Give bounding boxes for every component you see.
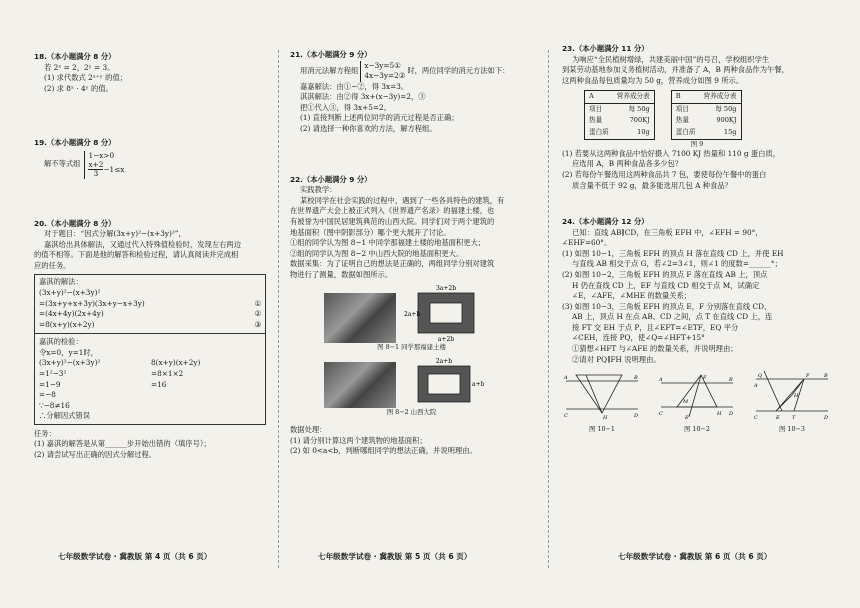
column-divider-left (278, 50, 279, 568)
solution-tag-1: ① (254, 298, 261, 308)
question-19 (34, 138, 266, 178)
question-18 (34, 52, 266, 94)
svg-text:D: D (634, 413, 639, 420)
svg-text:F: F (806, 373, 810, 380)
svg-text:F: F (703, 375, 707, 382)
question-24-text-6: H 仍在直线 CD 上，EF 与直线 CD 相交于点 M，试确定 (572, 280, 760, 290)
question-23-part-2: (2) 若每份午餐选用这两种食品共 7 包，要使每份午餐中的蛋白 (562, 169, 767, 179)
question-22-part-2: (2) 如 0<a<b，判断哪组同学的想法正确，并说明理由。 (290, 446, 477, 456)
svg-text:H: H (603, 415, 608, 422)
question-22-text-8: 数据采集：为了证明自己的想法是正确的，两组同学分别对建筑 (290, 259, 495, 269)
question-24-text-11: ∠CEH，连接 PQ，使∠Q=∠HFT+15° (572, 333, 705, 343)
page-6-column (562, 38, 832, 434)
check-conclusion-1: ∵−8≠16 (39, 400, 70, 410)
check-left-3: =1−9 (39, 379, 61, 389)
question-21-header: 21.（本小题满分 9 分） (290, 50, 372, 59)
question-24-text-7: ∠E，∠AFE，∠MHE 的数量关系； (572, 291, 692, 301)
svg-text:H: H (717, 411, 722, 418)
svg-text:E: E (685, 415, 689, 422)
question-24-text-1: 已知：直线 AB∥CD，在三角板 EFH 中，∠EFH = 90°， (572, 227, 763, 237)
tulou-top-label: 3a+2b (435, 285, 457, 293)
question-22 (290, 175, 533, 457)
question-23-text-2: 到某劳动基地参加义务植树活动，并准备了 A，B 两种食品作为午餐， (562, 65, 789, 75)
check-left-2: =1²−3² (39, 369, 67, 379)
question-22-text-2: 某校同学在社会实践的过程中，遇到了一些各具特色的建筑，有 (300, 195, 505, 205)
nutrition-table-b (671, 90, 742, 139)
footer-page-6: 七年级数学试卷 · 冀教版 第 6 页（共 6 页） (618, 552, 772, 561)
svg-text:E: E (776, 415, 780, 422)
question-18-given: 若 2ˣ = 2，2ʸ = 3。 (44, 62, 115, 72)
figure-10-3-caption: 图 10−3 (779, 424, 805, 433)
figure-10-3-diagram (752, 369, 832, 421)
figure-10-2-diagram (657, 369, 737, 421)
svg-text:D: D (824, 415, 829, 422)
check-left-4: =−8 (39, 390, 56, 400)
table-a-name: A (585, 91, 613, 104)
question-23-text-1: 为响应“全民植树增绿，共建美丽中国”的号召，学校组织学生 (572, 54, 770, 64)
question-20-text-4: 应的任务。 (34, 260, 71, 270)
courtyard-side-label: a+b (472, 380, 484, 388)
question-23-part-1: (1) 若要从这两种食品中恰好摄入 7100 KJ 热量和 110 g 蛋白质， (562, 148, 781, 158)
question-24-text-5: (2) 如图 10−2，三角板 EFH 的顶点 F 落在直线 AB 上，顶点 (562, 269, 768, 279)
svg-text:B: B (634, 375, 638, 382)
solution-line-1: (3x+y)²−(x+3y)² (39, 287, 101, 297)
question-20-text-3: 的值不相等。下面是他的解答和检验过程，请认真阅读并完成相 (34, 250, 239, 260)
check-left-1: (3x+y)²−(x+3y)² (39, 358, 101, 368)
svg-text:D: D (729, 411, 734, 418)
question-24-text-12: ①猜想∠HFT 与∠AFE 的数量关系，并说明理由； (572, 344, 738, 354)
inequality-2-numerator: x+2 (88, 160, 104, 170)
question-18-part-1: (1) 求代数式 2ˣ⁺ʸ 的值； (44, 73, 128, 83)
question-23-part-2b: 质含量不低于 92 g，最多能选用几包 A 种食品？ (572, 180, 732, 190)
task-header: 任务： (34, 428, 56, 438)
table-a-protein-value: 10g (637, 127, 650, 136)
courtyard-diagram (404, 356, 484, 408)
svg-text:Q: Q (758, 373, 763, 380)
svg-text:C: C (564, 413, 568, 420)
courtyard-top-label: 2a+b (435, 357, 453, 365)
question-22-text-5: 地基面积（图中阴影部分）哪个更大展开了讨论。 (290, 227, 451, 237)
svg-text:A: A (659, 377, 663, 384)
inequality-2-rest: −1≤x (103, 164, 125, 174)
task-2: (2) 请尝试写出正确的因式分解过程。 (34, 450, 157, 460)
table-b-item-value: 每 50g (715, 104, 737, 113)
question-24 (562, 217, 832, 434)
check-right-2: =8×1×2 (151, 369, 184, 379)
table-b-energy-label: 热量 (675, 116, 689, 125)
check-title: 嘉淇的检验： (39, 337, 83, 347)
tulou-side-label: 2a+b (404, 311, 421, 319)
table-b-item-label: 项目 (675, 104, 689, 113)
figure-10-2 (657, 369, 737, 434)
svg-text:T: T (792, 415, 796, 422)
qiqi-method-2: 把①代入③，得 3x+5=2。 (300, 102, 391, 112)
svg-text:A: A (564, 375, 568, 382)
question-22-text-6: ①组的同学认为图 8−1 中同学那福建土楼的地基面积更大； (290, 238, 486, 248)
svg-text:C: C (754, 415, 758, 422)
question-21-part-1: (1) 直接判断上述两位同学的消元过程是否正确； (300, 113, 459, 123)
page-5-column (290, 38, 533, 457)
question-24-text-4: 与直线 AB 相交于点 G，若∠2=3∠1，则∠1 的度数=______°； (572, 259, 782, 269)
question-24-text-8: (3) 如图 10−3，三角板 EFH 的顶点 E，F 分别落在直线 CD、 (562, 301, 772, 311)
figure-8-1-caption: 图 8−1 同学那福建土楼 (377, 343, 446, 352)
inequality-system (84, 151, 124, 179)
solution-tag-2: ② (254, 309, 261, 319)
check-conclusion-2: ∴分解因式错误 (39, 411, 91, 421)
solution-line-3: =(4x+4y)(2x+4y) (39, 309, 104, 319)
equation-1: x−3y=5① (364, 60, 401, 70)
question-23 (562, 44, 832, 191)
question-22-text-3: 在世界遗产大会上被正式列入《世界遗产名录》的福建土楼，也 (290, 206, 495, 216)
qiqi-method: 淇淇解法：由②得 3x+(x−3y)=2，③ (300, 92, 426, 102)
equation-system (360, 61, 405, 82)
footer-page-4: 七年级数学试卷 · 冀教版 第 4 页（共 6 页） (58, 552, 212, 561)
question-20-header: 20.（本小题满分 8 分） (34, 218, 116, 228)
question-23-header: 23.（本小题满分 11 分） (562, 44, 649, 53)
question-19-header: 19.（本小题满分 8 分） (34, 138, 116, 148)
question-18-header: 18.（本小题满分 8 分） (34, 52, 116, 61)
question-21-prompt-end: 时，两位同学的消元方法如下： (407, 65, 510, 75)
question-22-text-7: ②组的同学认为图 8−2 中山西大院的地基面积更大。 (290, 248, 464, 258)
question-24-text-13: ②请对 PQ∥FH 说明理由。 (572, 354, 661, 364)
svg-text:H: H (794, 393, 799, 400)
question-24-text-10: 接 FT 交 EH 于点 P，且∠EFT=∠ETF，EQ 平分 (572, 322, 739, 332)
figure-10-1 (562, 369, 642, 434)
task-1: (1) 嘉淇的解答是从第______步开始出错的（填序号）； (34, 439, 211, 449)
solution-box (34, 274, 266, 425)
question-20-text-1: 对于题目：“因式分解(3x+y)²−(x+3y)²”， (44, 229, 186, 239)
question-24-text-3: (1) 如图 10−1，三角板 EFH 的顶点 H 落在直线 CD 上，并使 EH (562, 248, 784, 258)
equation-2: 4x−3y=2② (364, 71, 406, 81)
figure-10-1-caption: 图 10−1 (589, 424, 615, 433)
solution-line-4: =8(x+y)(x+2y) (39, 319, 95, 329)
table-b-protein-value: 15g (723, 127, 737, 136)
question-24-text-2: ∠EHF=60°。 (562, 238, 612, 248)
inequality-2-denominator: 3 (93, 169, 99, 179)
nutrition-table-a (584, 90, 655, 139)
question-23-part-1b: 应选用 A，B 两种食品各多少包？ (572, 159, 683, 169)
jiajia-method: 嘉嘉解法：由①−②，得 3x=3。 (300, 81, 409, 91)
courtyard-photo (324, 362, 396, 408)
question-23-text-3: 这两种食品每包质量均为 50 g，营养成分如图 9 所示。 (562, 75, 744, 85)
table-a-item-label: 项目 (589, 104, 603, 113)
table-a-item-value: 每 50g (628, 104, 650, 113)
table-a-energy-label: 热量 (589, 116, 603, 125)
question-18-part-2: (2) 求 8ˣ · 4ʸ 的值。 (44, 83, 113, 93)
tulou-diagram (404, 283, 484, 343)
question-24-text-9: AB 上，顶点 H 在点 AB、CD 之间，点 T 在直线 CD 上，连 (572, 312, 773, 322)
question-22-part-1: (1) 请分别计算这两个建筑物的地基面积； (290, 435, 427, 445)
question-21-part-2: (2) 请选择一种你喜欢的方法，解方程组。 (300, 124, 437, 134)
table-b-name: B (671, 91, 699, 104)
table-b-protein-label: 蛋白质 (675, 127, 696, 136)
svg-text:A: A (754, 383, 758, 390)
table-a-energy-value: 700KJ (629, 116, 650, 125)
figure-10-2-caption: 图 10−2 (684, 424, 710, 433)
table-a-protein-label: 蛋白质 (589, 127, 609, 136)
question-22-text-1: 实践教学： (300, 185, 337, 195)
question-24-header: 24.（本小题满分 12 分） (562, 217, 649, 227)
figure-10-3 (752, 369, 832, 434)
solution-tag-3: ③ (254, 319, 261, 329)
question-21-prompt: 用消元法解方程组 (300, 65, 359, 75)
svg-text:M: M (683, 399, 689, 406)
figure-9-caption: 图 9 (690, 139, 704, 148)
column-divider-right (548, 50, 549, 568)
svg-text:C: C (659, 411, 663, 418)
tulou-photo (324, 293, 396, 343)
question-22-header: 22.（本小题满分 9 分） (290, 174, 372, 184)
question-19-prompt: 解不等式组 (44, 159, 81, 169)
figure-8-2-caption: 图 8−2 山西大院 (386, 407, 437, 416)
figure-10-1-diagram (562, 369, 642, 421)
svg-text:B: B (729, 377, 733, 384)
page-4-column (34, 38, 266, 461)
svg-text:B: B (824, 373, 828, 380)
table-b-energy-value: 900KJ (716, 116, 737, 125)
table-b-title: 营养成分表 (700, 91, 741, 104)
question-22-text-9: 物进行了测量，数据如图所示。 (290, 269, 393, 279)
inequality-2-fraction (88, 161, 103, 178)
solution-title: 嘉淇的解法： (39, 277, 83, 287)
question-22-text-4: 有被誉为中国民居建筑典范的山西大院。同学们对于两个建筑的 (290, 216, 495, 226)
check-right-3: =16 (151, 379, 167, 389)
solution-line-2: =(3x+y+x+3y)(3x+y−x+3y) (39, 298, 145, 308)
inequality-1: 1−x>0 (88, 150, 115, 160)
question-20-text-2: 嘉淇给出具体解法，又通过代入特殊值检验时，发现左右两边 (44, 239, 242, 249)
question-21 (290, 50, 533, 135)
data-processing-header: 数据处理： (290, 424, 327, 434)
footer-page-5: 七年级数学试卷 · 冀教版 第 5 页（共 6 页） (318, 552, 472, 561)
tulou-bottom-label: a+2b (437, 336, 455, 344)
check-right-1: 8(x+y)(x+2y) (151, 358, 201, 368)
check-intro: 令x=0，y=1时， (39, 347, 98, 357)
table-a-title: 营养成分表 (613, 91, 654, 104)
question-20 (34, 219, 266, 461)
